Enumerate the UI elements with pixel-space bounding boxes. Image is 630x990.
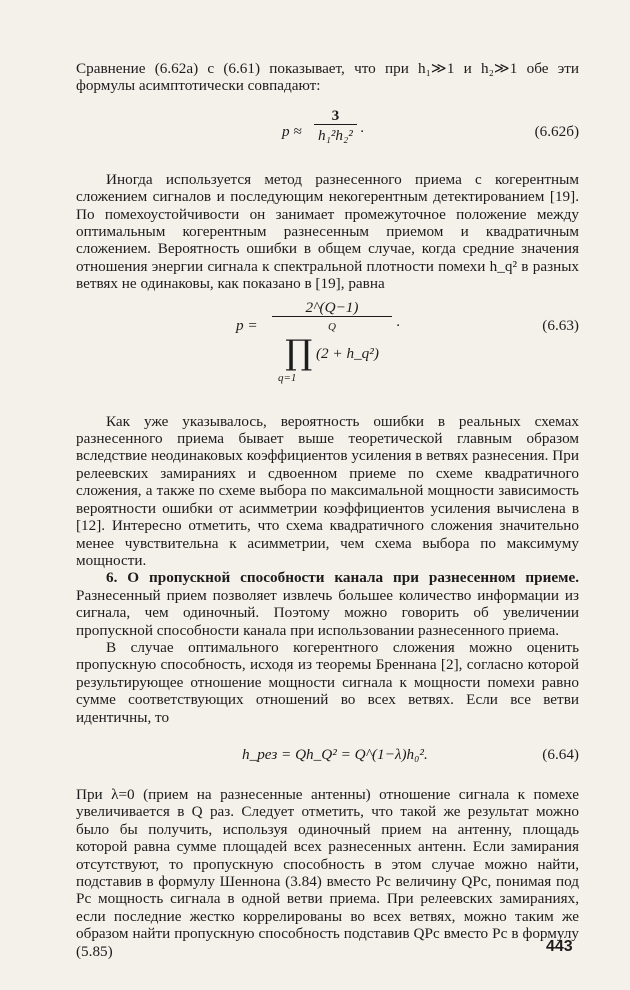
paragraph-3: Как уже указывалось, вероятность ошибки в реальных схемах разнесенного приема бывает выше теоретической главным образом вследствие неодинаковых коэффициентов усиления в ветвях разнесения. При релеевских замираниях и сдвоенном приеме по схеме квадратичного сложения, а также по схеме выбора по максимальной мощности зависимость вероятности ошибки от асимметрии коэффициентов усиления вычислена в [12]. Интересно отметить, что схема квадратичного сложения значительно менее чувствительна к асимметрии, чем схема выбора по максимуму мощности. [76,412,579,569]
eq62b-fraction [314,107,357,145]
paragraph-4 [76,569,579,639]
eq62b-number: (6.62б) [534,122,579,140]
eq63-numerator: 2^(Q−1) [305,298,359,316]
eq64-number: (6.64) [542,745,579,763]
eq64-body: h_рез = Qh_Q² = Q^(1−λ)h₀². [242,745,428,763]
section-heading: 6. О пропускной способности канала при разнесенном приеме. [106,569,579,587]
equation-6-64 [76,726,579,786]
eq63-fraction [272,299,392,388]
eq62b-lhs: p ≈ [282,122,302,140]
equation-6-62b [76,99,579,171]
eq63-prod-upper: Q [328,321,336,334]
paragraph-6: При λ=0 (прием на разнесенные антенны) отношение сигнала к помехе увеличивается в Q раз. Следует отметить, что такой же результат можно было бы получить, используя одиночный прием на антенну, площадь которой равна сумме площадей всех разнесенных антенн. Если замирания отсутствуют, то пропускную способность в этом случае можно найти, подставив в формулу Шеннона (3.84) вместо Pс величину QPс, понимая под Pс мощность сигнала в одной ветви приема. При релеевских замираниях, если последние жестко коррелированы во всех ветвях, можно таким же образом найти пропускную способность подставив QPс вместо Pс в формулу (5.85) [76,785,579,960]
eq63-denominator [272,316,392,388]
equation-6-63 [76,297,579,413]
eq62b-tail: · [360,122,364,140]
paragraph-1: Сравнение (6.62а) с (6.61) показывает, что при h₁≫1 и h₂≫1 обе эти формулы асимптотически совпадают: [76,60,579,95]
page-number: 443 [546,938,573,955]
eq62b-numerator: 3 [331,106,340,124]
paragraph-2: Иногда используется метод разнесенного приема с когерентным сложением сигналов и последующим некогерентным детектированием [19]. По помехоустойчивости он занимает промежуточное положение между оптимальным когерентным разнесенным приемом и квадратичным сложением. Вероятность ошибки в общем случае, когда средние значения отношения энергии сигнала к спектральной плотности помехи h_q² в разных ветвях не одинаковы, как показано в [19], равна [76,170,579,293]
eq63-tail: · [396,316,400,334]
product-symbol-icon: ∏ [285,333,313,374]
paragraph-4-body: Разнесенный прием позволяет извлечь большее количество информации из сигнала, чем одиночный. Поэтому можно говорить об увеличении пропускной способности канала при использовании разнесенного приема. [76,586,579,639]
eq63-factor: (2 + h_q²) [315,344,379,362]
paragraph-5: В случае оптимального когерентного сложения можно оценить пропускную способность, исходя из теоремы Бреннана [2], согласно которой результирующее отношение мощности сигнала к мощности помехи равно сумме соответствующих отношений во всех ветвях. Если все ветви идентичны, то [76,638,579,726]
eq63-number: (6.63) [542,316,579,334]
eq62b-denominator: h₁²h₂² [314,124,357,144]
eq63-prod-lower: q=1 [278,372,297,385]
eq63-lhs: p = [236,316,258,334]
page-body [76,60,579,960]
